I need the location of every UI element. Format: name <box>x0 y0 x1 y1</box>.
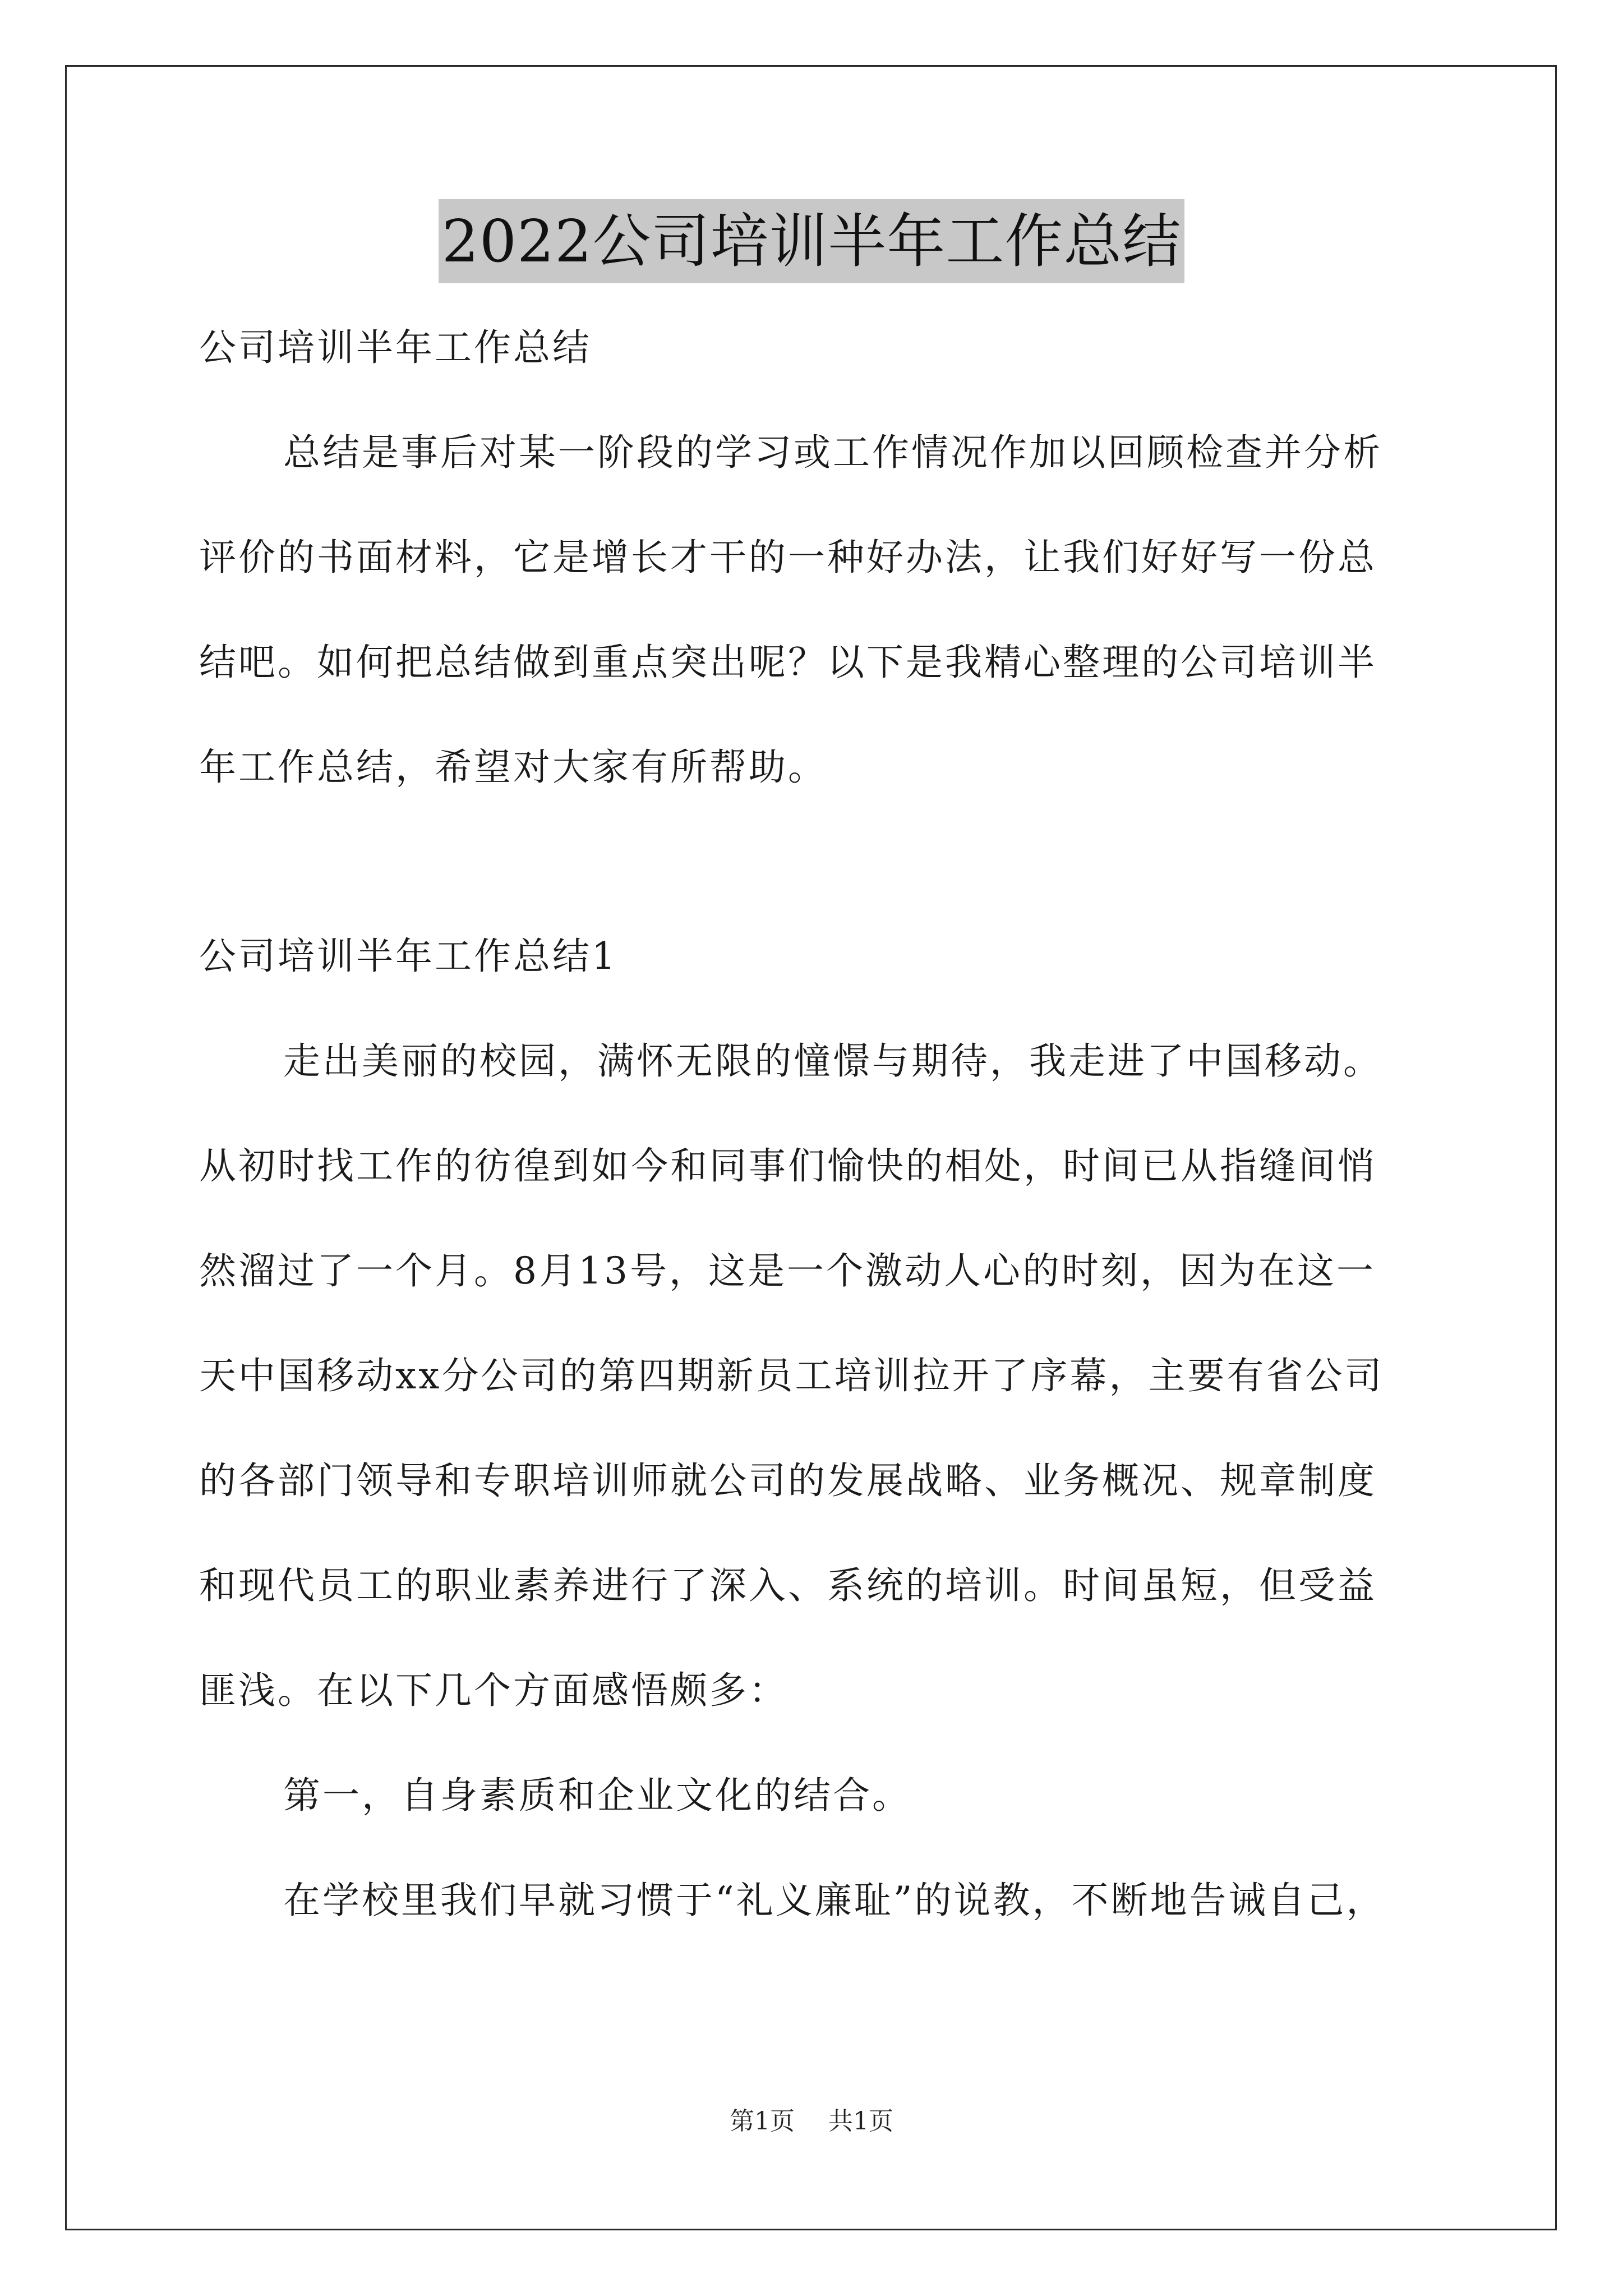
intro-line-3: 结吧。如何把总结做到重点突出呢？以下是我精心整理的公司培训半 <box>199 641 1377 684</box>
page-number: 第1页 <box>730 2107 795 2136</box>
intro-line-4: 年工作总结，希望对大家有所帮助。 <box>199 746 827 789</box>
body-line-5: 的各部门领导和专职培训师就公司的发展战略、业务概况、规章制度 <box>199 1459 1377 1502</box>
page-footer <box>0 2101 1623 2137</box>
document-title: 2022公司培训半年工作总结 <box>439 199 1185 283</box>
body-line-6: 和现代员工的职业素养进行了深入、系统的培训。时间虽短，但受益 <box>199 1564 1377 1607</box>
body-line-2: 从初时找工作的彷徨到如今和同事们愉快的相处，时间已从指缝间悄 <box>199 1144 1377 1188</box>
body-line-1: 走出美丽的校园，满怀无限的憧憬与期待，我走进了中国移动。 <box>283 1039 1382 1083</box>
subtitle: 公司培训半年工作总结 <box>199 326 592 369</box>
body-line-7: 匪浅。在以下几个方面感悟颇多： <box>199 1669 788 1712</box>
intro-line-1: 总结是事后对某一阶段的学习或工作情况作加以回顾检查并分析 <box>283 431 1382 474</box>
body-line-4: 天中国移动xx分公司的第四期新员工培训拉开了序幕，主要有省公司 <box>199 1354 1384 1397</box>
title-area <box>0 199 1623 283</box>
section-heading: 公司培训半年工作总结1 <box>199 935 617 978</box>
page-total: 共1页 <box>828 2107 893 2136</box>
paragraph-gap <box>199 839 1433 923</box>
last-line: 在学校里我们早就习惯于“礼义廉耻”的说教，不断地告诫自己， <box>283 1879 1386 1922</box>
body-line-3: 然溜过了一个月。8月13号，这是一个激动人心的时刻，因为在这一 <box>199 1249 1376 1292</box>
document-body <box>199 314 1433 1972</box>
intro-line-2: 评价的书面材料，它是增长才干的一种好办法，让我们好好写一份总 <box>199 536 1377 579</box>
point-line: 第一，自身素质和企业文化的结合。 <box>283 1774 911 1817</box>
